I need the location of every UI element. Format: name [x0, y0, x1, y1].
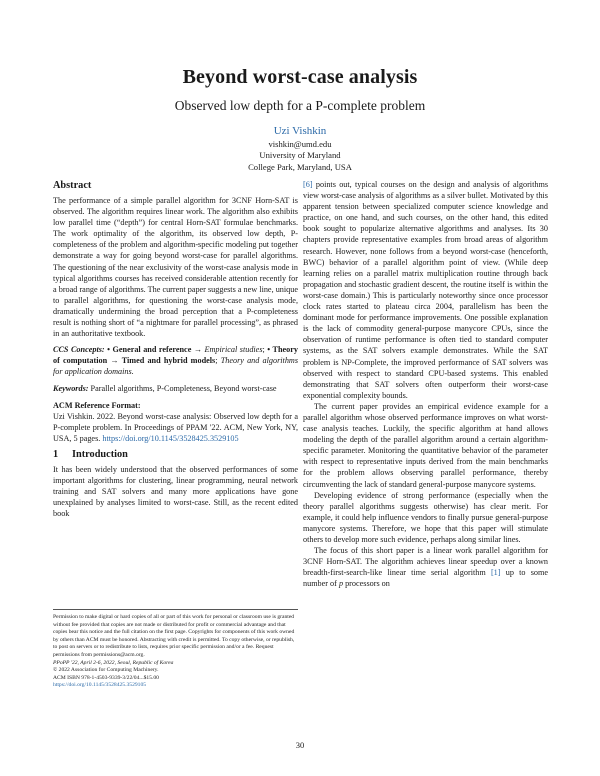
introduction-heading [53, 448, 298, 461]
ccs-item-1: Empirical studies [204, 345, 263, 355]
author-name[interactable]: Uzi Vishkin [273, 125, 327, 137]
abstract-heading: Abstract [53, 180, 92, 191]
ccs-label: CCS Concepts: [53, 345, 105, 355]
section-title: Introduction [72, 448, 128, 460]
paper-subtitle: Observed low depth for a P-complete problem [174, 98, 426, 113]
intro-continued-paragraph [303, 179, 548, 401]
ccs-item-2: Timed and hybrid models [121, 356, 216, 366]
introduction-paragraph-1: It has been widely understood that the observed performances of some important algorithms for clustering, linear programming, neural network training and SAT solvers and many more applications have gone unexplained by analyses limited to worst-case. Still, as the recent edited book [53, 464, 298, 519]
section-number: 1 [53, 448, 59, 460]
acm-reference-text [53, 411, 298, 444]
intro-paragraph-4-tail: processors on [345, 579, 390, 589]
variable-p: p [338, 579, 344, 589]
intro-paragraph-2: The current paper provides an empirical evidence example for a parallel algorithm whose observed performance improves on what worst-case analysis teaches. Luckily, the specific algorithm at hand allows modeling the depth of the parallel algorithm around a certain algorithm-specific parameter. Monitoring the quantitative behavior of the parameter with respect to representative inputs derived from the main benchmarks for the problem allows observing parallel performance, thereby circumventing the lack of standard general-purpose manycore systems. [303, 401, 548, 489]
right-column [303, 179, 548, 589]
footnote-doi-link[interactable]: https://doi.org/10.1145/3528425.3529105 [53, 682, 147, 689]
left-column [53, 179, 298, 519]
acm-reference-doi-link[interactable]: https://doi.org/10.1145/3528425.3529105 [102, 433, 239, 443]
venue-line: PPoPP '22, April 2-6, 2022, Seoul, Republic of Korea [53, 659, 174, 666]
author-location: College Park, Maryland, USA [248, 161, 352, 172]
ccs-arrow-1: → [193, 345, 203, 355]
author-email[interactable]: vishkin@umd.edu [268, 139, 332, 149]
ccs-item-3: Theory and algorithms for application domains. [53, 356, 299, 377]
acm-reference-citation: Uzi Vishkin. 2022. Beyond worst-case analysis: Observed low depth for a P-complete problem. In Proceedings of PPAM '22. ACM, New York, NY, USA, 5 pages. [53, 411, 298, 443]
ccs-arrow-2: → [110, 356, 119, 366]
copyright-footnote [53, 609, 298, 690]
citation-6-link[interactable]: [6] [303, 180, 313, 189]
intro-continued-text: points out, typical courses on the design and analysis of algorithms view worst-case analysis of algorithms as a silver bullet. Motivated by this apparent tension between specialized computer science knowledge and practice, on one hand, and such courses, on the other hand, this edited book sought to popularize alternative algorithms and analyses. Its 30 chapters provide representative examples from broad areas of algorithm research. However, none follows from a beyond worst-case (henceforth, BWC) behavior of a parallel algorithm point of view. (While deep learning relies on a parallel matrix multiplication routine through back propagation and stochastic gradient descent, the routine itself is within the worst-case domain.) This is particularly noteworthy since once processor clock rates started to plateau circa 2004, parallelism has been the dominant mode for performance improvements. One possible explanation is the lack of commodity general-purpose manycore CPUs, since the observation of runtime performance is often tied to standard computer systems, as the SAT solvers example demonstrates. While the SAT problem is NP-Complete, the improved performance of SAT solvers was observed with respect to standard CPU-based systems. This enabled demonstrating that SAT solvers often outperform their worst-case exponential complexity bounds. [303, 180, 549, 400]
author-institution: University of Maryland [259, 150, 341, 161]
isbn-line: ACM ISBN 978-1-4503-9339-3/22/04...$15.00 [53, 674, 159, 681]
ccs-concepts: CCS Concepts: • General and reference → Empirical studies; • Theory of computation → Timed and hybrid models; Theory and algorithms for application domains. [53, 345, 299, 377]
intro-paragraph-4-start: The focus of this short paper is a linear work parallel algorithm for 3CNF Horn-SAT. The algorithm achieves linear speedup over a known breadth-first-search-like linear time serial algorithm [303, 546, 548, 578]
page-number: 30 [295, 740, 305, 750]
paper-title: Beyond worst-case analysis [182, 66, 418, 88]
abstract-text: The performance of a simple parallel algorithm for 3CNF Horn-SAT is observed. The algorithm requires linear work. The algorithm also exhibits low parallel time (“depth”) for central Horn-SAT formulae benchmarks. The work optimality of the algorithm, its observed low depth, P-completeness of the problem and algorithm-specific modeling put together demonstrate a way for going beyond worst-case for parallel algorithms. The questioning of the near exclusivity of the worst-case analysis mode in typical algorithms courses has received considerable attention recently for a broad range of algorithms. The current paper suggests a new line, unique to parallel algorithms, for questioning the worst-case analysis mode, dramatically undermining the broad perception that a P-completeness result is nothing short of “a nightmare for parallel processing”, as phrased in an authoritative textbook. [53, 196, 298, 339]
copyright-line: © 2022 Association for Computing Machinery. [53, 667, 159, 674]
intro-paragraph-3: Developing evidence of strong performance (especially when the theory parallel algorithms suggests otherwise) has clear merit. For example, it could help influence vendors to finally pursue general-purpose manycore systems. Therefore, we hope that this paper will stimulate others to develop more such evidence, perhaps along similar lines. [303, 490, 548, 544]
keywords [53, 383, 298, 394]
ccs-bullet-2: • Theory of computation [53, 345, 298, 366]
intro-paragraph-4 [303, 545, 548, 589]
intro-paragraph-4-mid: up to some number of [303, 568, 548, 589]
citation-1-link[interactable]: [1] [490, 568, 501, 578]
keywords-label: Keywords: [53, 383, 89, 393]
keywords-text: Parallel algorithms, P-Completeness, Beyond worst-case [90, 383, 277, 393]
ccs-bullet-1: • General and reference [107, 345, 192, 355]
author-affiliation [0, 139, 600, 173]
acm-reference-heading: ACM Reference Format: [53, 400, 141, 410]
permission-notice: Permission to make digital or hard copies of all or part of this work for personal or classroom use is granted without fee provided that copies are not made or distributed for profit or commercial advantage and that copies bear this notice and the full citation on the first page. Copyrights for components of this work owned by others than ACM must be honored. Abstracting with credit is permitted. To copy otherwise, or republish, to post on servers or to redistribute to lists, requires prior specific permission and/or a fee. Request permissions from permissions@acm.org. [53, 614, 295, 658]
